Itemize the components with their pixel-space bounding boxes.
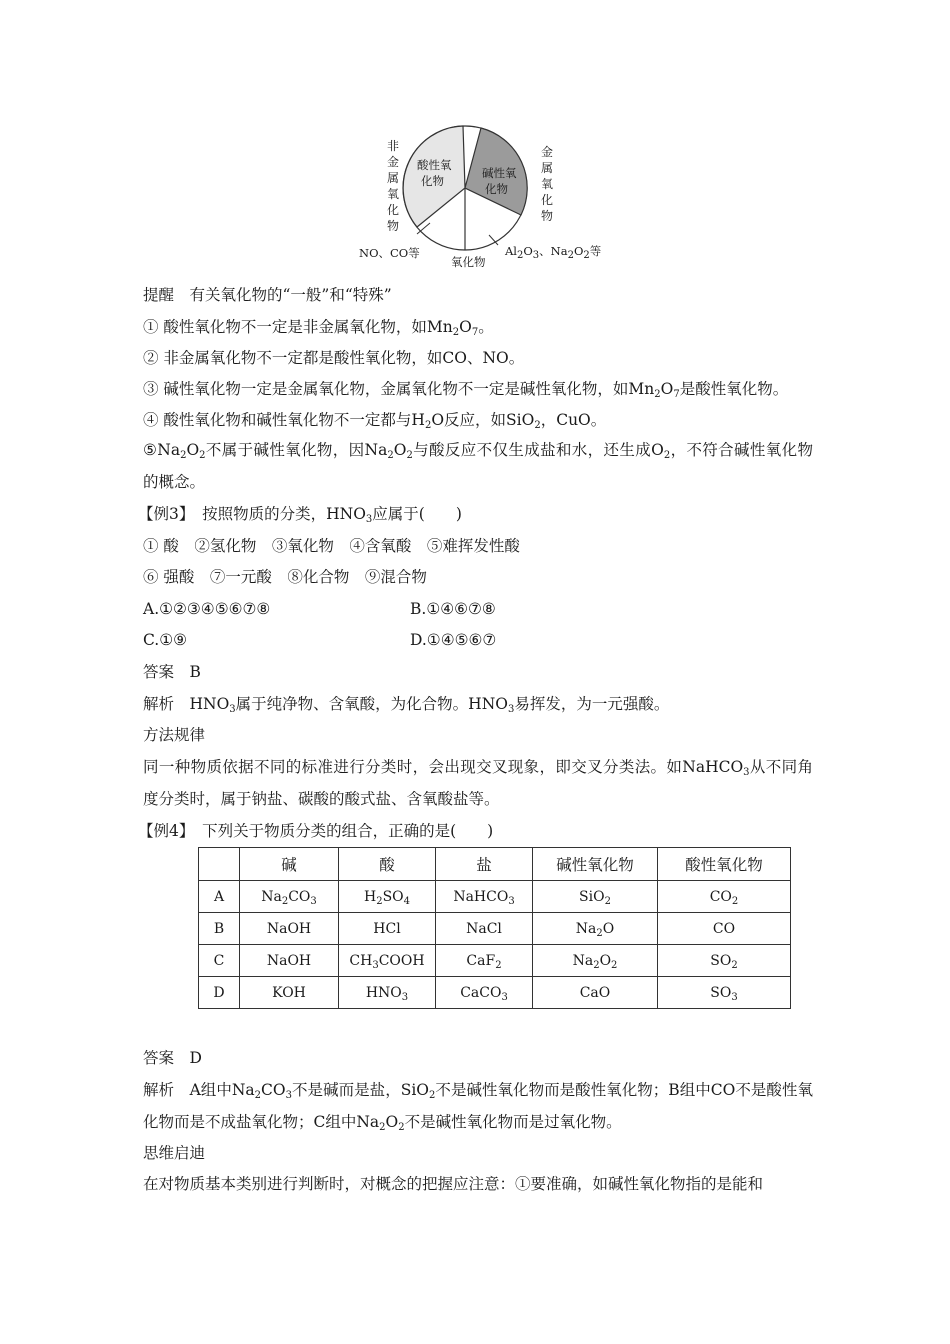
table-cell: NaOH bbox=[240, 945, 339, 977]
no-co-label: NO、CO等 bbox=[359, 246, 420, 260]
example3-question: 【例3】 按照物质的分类，$HNO_3$应属于( ) bbox=[138, 505, 462, 525]
example3-choice-b: B.①④⑥⑦⑧ bbox=[410, 600, 496, 618]
table-cell: A bbox=[199, 881, 240, 913]
table-cell: D bbox=[199, 977, 240, 1009]
tip-point-1: ① 酸性氧化物不一定是非金属氧化物，如$Mn_2O_7$。 bbox=[143, 318, 494, 338]
table-cell: $SO_2$ bbox=[658, 945, 791, 977]
table-cell: CaF$_2$ bbox=[436, 945, 533, 977]
tip-title: 提醒 有关氧化物的“一般”和“特殊” bbox=[143, 286, 392, 304]
table-cell: $CO_2$ bbox=[658, 881, 791, 913]
example3-choice-c: C.①⑨ bbox=[143, 631, 188, 649]
table-cell: CaCO$_3$ bbox=[436, 977, 533, 1009]
tip-point-5: $⑤Na_2O_2$不属于碱性氧化物，因$Na_2O_2$与酸反应不仅生成盐和水，还生成$O_2$，不符合碱性氧化物的概念。 bbox=[143, 441, 813, 491]
table-cell: C bbox=[199, 945, 240, 977]
method-text: 同一种物质依据不同的标准进行分类时，会出现交叉现象，即交叉分类法。如NaHCO$_3$从不同角度分类时，属于钠盐、碳酸的酸式盐、含氧酸盐等。 bbox=[143, 758, 813, 808]
tip-point-3: ③ 碱性氧化物一定是金属氧化物，金属氧化物不一定是碱性氧化物，如$Mn_2O_7$是酸性氧化物。 bbox=[143, 380, 789, 400]
table-cell: NaOH bbox=[240, 913, 339, 945]
table-header-cell bbox=[199, 848, 240, 881]
table-cell: $Na_2O_2$ bbox=[533, 945, 658, 977]
example4-question: 【例4】 下列关于物质分类的组合，正确的是( ) bbox=[138, 822, 494, 840]
table-row bbox=[199, 977, 791, 1009]
table-row bbox=[199, 945, 791, 977]
table-cell: HCl bbox=[339, 913, 436, 945]
example3-options-line1: ① 酸 ②氢化物 ③氧化物 ④含氧酸 ⑤难挥发性酸 bbox=[143, 537, 520, 555]
table-cell: $H_2SO_4$ bbox=[339, 881, 436, 913]
thinking-text: 在对物质基本类别进行判断时，对概念的把握应注意：①要准确，如碱性氧化物指的是能和 bbox=[143, 1175, 764, 1193]
acidic-oxide-label-1: 酸性氧 bbox=[417, 158, 452, 172]
table-header-cell: 碱 bbox=[240, 848, 339, 881]
table-header-cell: 酸 bbox=[339, 848, 436, 881]
oxide-bottom-label: 氧化物 bbox=[451, 255, 486, 269]
metal-oxide-label: 金属氧化物 bbox=[540, 145, 553, 223]
thinking-title: 思维启迪 bbox=[143, 1144, 206, 1162]
table-cell: CO bbox=[658, 913, 791, 945]
oxide-classification-diagram bbox=[355, 118, 605, 278]
table-cell: $Na_2O$ bbox=[533, 913, 658, 945]
example4-analysis: 解析 A组中$Na_2CO_3$不是碱而是盐，SiO$_2$不是碱性氧化物而是酸性氧化物；B组中CO不是酸性氧化物而是不成盐氧化物；C组中$Na_2O_2$不是碱性氧化物而是过氧化物。 bbox=[143, 1081, 813, 1133]
nonmetal-oxide-label: 非金属氧化物 bbox=[386, 139, 399, 233]
classification-table bbox=[198, 847, 791, 1009]
tip-point-2: ② 非金属氧化物不一定都是酸性氧化物，如CO、NO。 bbox=[143, 349, 525, 367]
table-header-cell: 酸性氧化物 bbox=[658, 848, 791, 881]
example4-answer: 答案 D bbox=[143, 1049, 202, 1067]
table-cell: SiO$_2$ bbox=[533, 881, 658, 913]
table-cell: $SO_3$ bbox=[658, 977, 791, 1009]
acidic-oxide-label-2: 化物 bbox=[421, 174, 444, 188]
basic-oxide-label-2: 化物 bbox=[485, 182, 508, 196]
method-title: 方法规律 bbox=[143, 726, 206, 744]
example3-answer: 答案 B bbox=[143, 663, 201, 681]
table-row bbox=[199, 881, 791, 913]
table-cell: KOH bbox=[240, 977, 339, 1009]
table-cell: NaCl bbox=[436, 913, 533, 945]
table-cell: $HNO_3$ bbox=[339, 977, 436, 1009]
example3-options-line2: ⑥ 强酸 ⑦一元酸 ⑧化合物 ⑨混合物 bbox=[143, 568, 427, 586]
table-row bbox=[199, 913, 791, 945]
table-cell: CaO bbox=[533, 977, 658, 1009]
example3-choice-a: A.①②③④⑤⑥⑦⑧ bbox=[143, 600, 271, 618]
table-header-cell: 盐 bbox=[436, 848, 533, 881]
table-header-row bbox=[199, 848, 791, 881]
table-cell: $CH_3COOH$ bbox=[339, 945, 436, 977]
table-header-cell: 碱性氧化物 bbox=[533, 848, 658, 881]
example3-choice-d: D.①④⑤⑥⑦ bbox=[410, 631, 497, 649]
basic-oxide-label-1: 碱性氧 bbox=[482, 166, 517, 180]
table-cell: NaHCO$_3$ bbox=[436, 881, 533, 913]
table-cell: $Na_2CO_3$ bbox=[240, 881, 339, 913]
tip-point-4: ④ 酸性氧化物和碱性氧化物不一定都与$H_2O$反应，如SiO$_2$，CuO。 bbox=[143, 411, 607, 431]
al2o3-na2o2-label: $Al_2O_3$、$Na_2O_2$等 bbox=[505, 244, 602, 261]
example3-analysis: 解析 $HNO_3$属于纯净物、含氧酸，为化合物。$HNO_3$易挥发，为一元强酸。 bbox=[143, 695, 670, 715]
table-cell: B bbox=[199, 913, 240, 945]
